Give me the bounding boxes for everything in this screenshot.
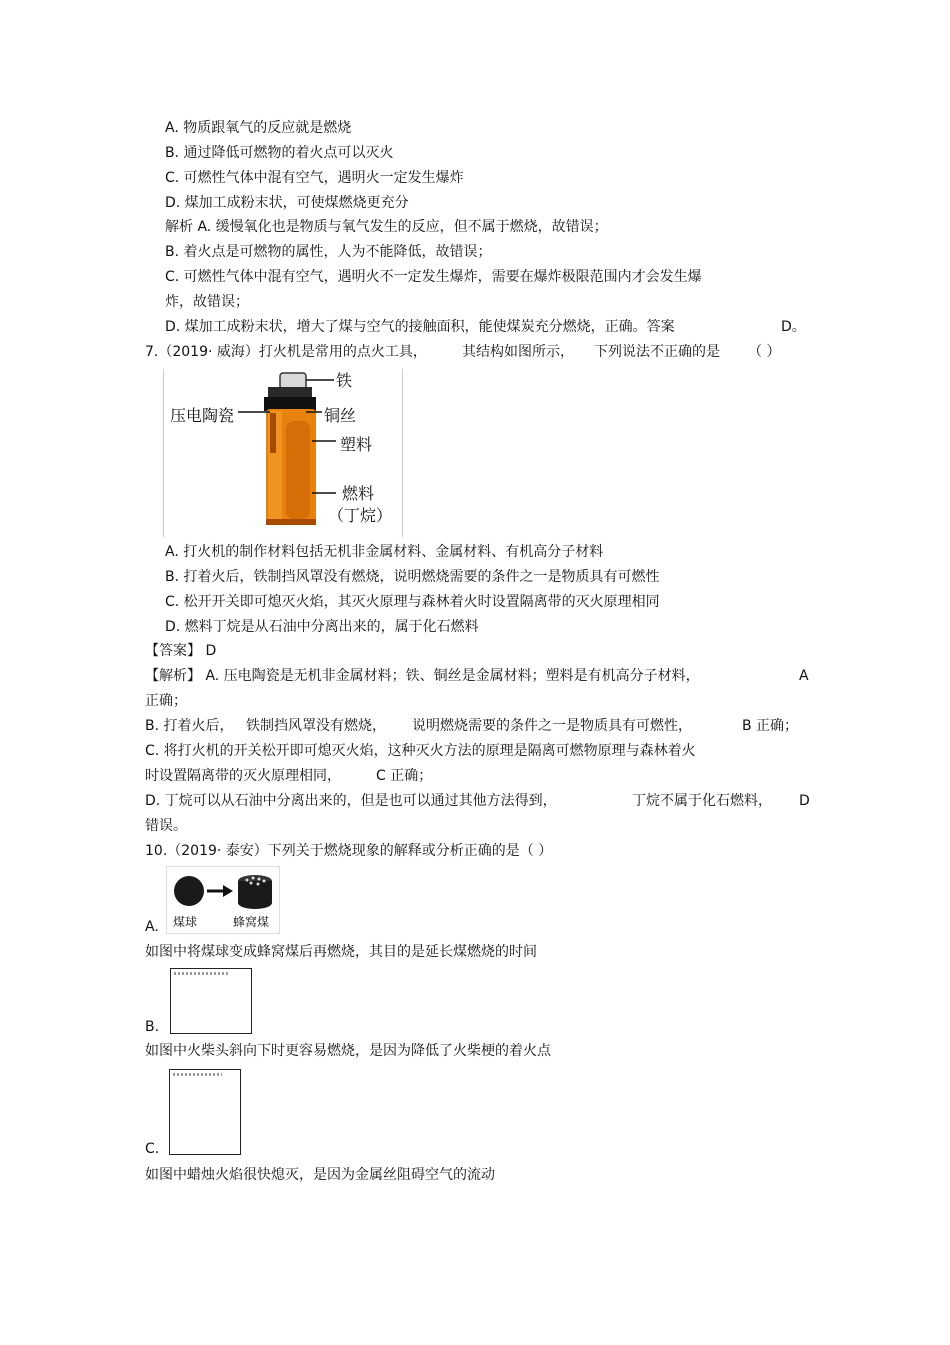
option-b: B. 打着火后，铁制挡风罩没有燃烧，说明燃烧需要的条件之一是物质具有可燃性 (165, 569, 660, 585)
analysis-line: 铁制挡风罩没有燃烧， (246, 718, 386, 734)
question-7-stem: 下列说法不正确的是 (594, 344, 720, 360)
option-b: B. 通过降低可燃物的着火点可以灭火 (165, 145, 394, 161)
analysis-line: A (799, 668, 809, 684)
option-d: D. 煤加工成粉末状，可使煤燃烧更充分 (165, 195, 409, 211)
analysis-line: 错误。 (145, 818, 187, 834)
question-7-bracket: （ ） (748, 344, 781, 360)
question-7-stem: 7.（2019· 威海）打火机是常用的点火工具， (145, 344, 427, 360)
figure-b-placeholder (170, 968, 252, 1034)
option-a-text: 如图中将煤球变成蜂窝煤后再燃烧，其目的是延长煤燃烧的时间 (145, 944, 537, 960)
option-b-label: B. (145, 1019, 160, 1035)
analysis-line: D (799, 793, 810, 809)
option-c: C. 可燃性气体中混有空气，遇明火一定发生爆炸 (165, 170, 464, 186)
label-ceramic: 压电陶瓷 (170, 406, 235, 425)
analysis-line: 时设置隔离带的灭火原理相同， (145, 768, 341, 784)
option-a: A. 打火机的制作材料包括无机非金属材料、金属材料、有机高分子材料 (165, 544, 604, 560)
label-honeycomb-coal: 蜂窝煤 (233, 915, 270, 929)
analysis-line: 【解析】 A. 压电陶瓷是无机非金属材料；铁、铜丝是金属材料；塑料是有机高分子材料， (145, 668, 700, 684)
option-a: A. 物质跟氧气的反应就是燃烧 (165, 120, 352, 136)
answer: 【答案】 D (145, 643, 217, 659)
label-copper: 铜丝 (324, 406, 357, 425)
label-fuel: 燃料 (342, 484, 375, 503)
option-d: D. 燃料丁烷是从石油中分离出来的，属于化石燃料 (165, 619, 479, 635)
analysis-line: 丁烷不属于化石燃料， (632, 793, 772, 809)
analysis-line: D. 煤加工成粉末状，增大了煤与空气的接触面积，能使煤炭充分燃烧，正确。答案 (165, 319, 675, 335)
label-butane: （丁烷） (328, 506, 393, 525)
question-10-stem: 10.（2019· 泰安）下列关于燃烧现象的解释或分析正确的是（ ） (145, 843, 553, 859)
question-7-stem: 其结构如图所示， (462, 344, 574, 360)
analysis-line: 解析 A. 缓慢氧化也是物质与氧气发生的反应，但不属于燃烧，故错误； (165, 219, 608, 235)
analysis-line: B. 着火点是可燃物的属性，人为不能降低，故错误； (165, 244, 492, 260)
analysis-line: D. 丁烷可以从石油中分离出来的，但是也可以通过其他方法得到， (145, 793, 557, 809)
option-c: C. 松开开关即可熄灭火焰，其灭火原理与森林着火时设置隔离带的灭火原理相同 (165, 594, 660, 610)
answer-letter: D。 (781, 319, 806, 335)
analysis-line: 炸，故错误； (165, 294, 249, 310)
analysis-line: 正确； (145, 693, 187, 709)
option-c-text: 如图中蜡烛火焰很快熄灭，是因为金属丝阻碍空气的流动 (145, 1167, 495, 1183)
lighter-figure (163, 369, 403, 537)
option-c-label: C. (145, 1141, 160, 1157)
label-coal-ball: 煤球 (173, 915, 198, 929)
coal-figure (166, 866, 280, 934)
analysis-line: C 正确； (376, 768, 433, 784)
label-plastic: 塑料 (340, 435, 373, 454)
analysis-line: B 正确； (742, 718, 799, 734)
option-b-text: 如图中火柴头斜向下时更容易燃烧，是因为降低了火柴梗的着火点 (145, 1043, 551, 1059)
analysis-line: 说明燃烧需要的条件之一是物质具有可燃性， (412, 718, 692, 734)
option-a-label: A. (145, 919, 159, 935)
label-iron: 铁 (336, 371, 353, 390)
analysis-line: C. 可燃性气体中混有空气，遇明火不一定发生爆炸，需要在爆炸极限范围内才会发生爆 (165, 269, 702, 285)
analysis-line: C. 将打火机的开关松开即可熄灭火焰，这种灭火方法的原理是隔离可燃物原理与森林着火 (145, 743, 696, 759)
figure-c-placeholder (169, 1069, 241, 1155)
analysis-line: B. 打着火后， (145, 718, 234, 734)
